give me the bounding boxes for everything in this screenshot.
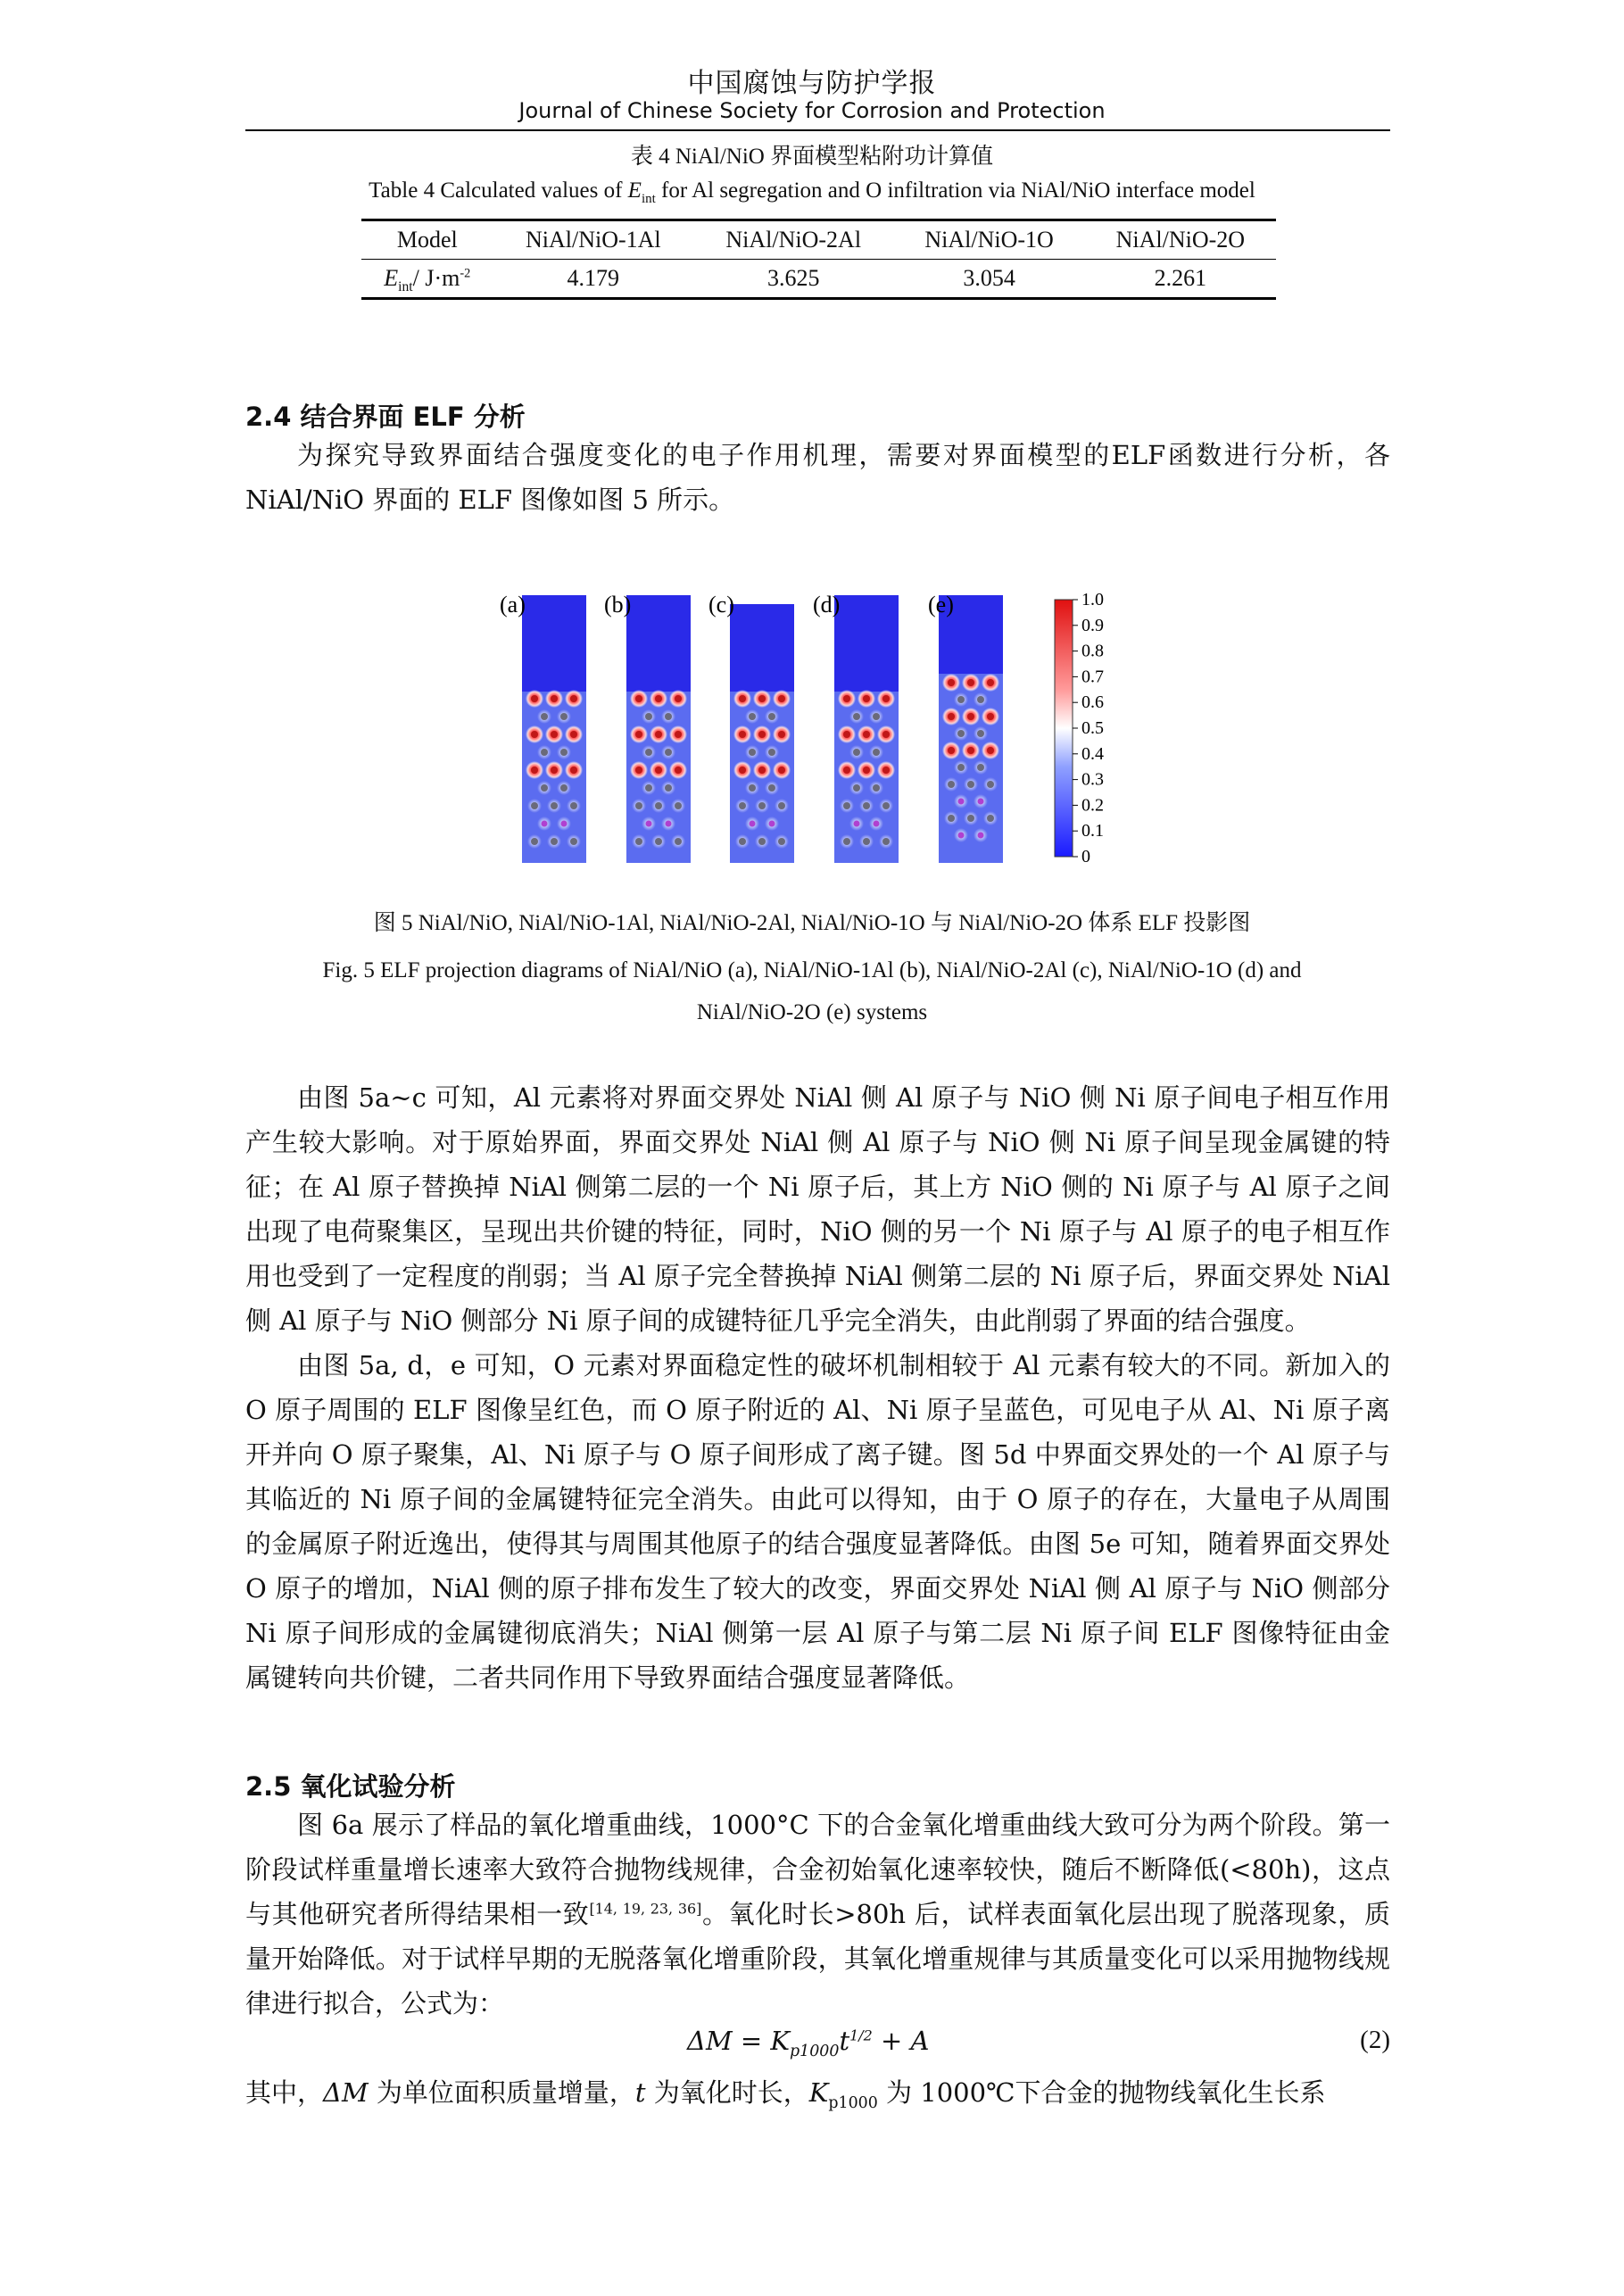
atom bbox=[863, 695, 870, 702]
atom bbox=[758, 802, 766, 809]
atom bbox=[967, 747, 974, 754]
elf-projection-figure bbox=[491, 584, 1133, 879]
atom bbox=[551, 731, 558, 738]
atom bbox=[749, 784, 756, 792]
atom bbox=[635, 838, 642, 845]
atom bbox=[957, 696, 965, 703]
atom bbox=[978, 799, 984, 805]
colorbar-tick-label: 0.4 bbox=[1081, 743, 1104, 764]
colorbar-tick-label: 1.0 bbox=[1081, 590, 1104, 609]
atom bbox=[758, 731, 766, 738]
atom bbox=[863, 802, 870, 809]
colorbar-tick-label: 0.3 bbox=[1081, 769, 1104, 790]
atom bbox=[542, 821, 548, 827]
colorbar-ticks bbox=[1073, 590, 1104, 866]
atom bbox=[853, 749, 860, 756]
journal-title-cn: 中国腐蚀与防护学报 bbox=[687, 68, 937, 99]
atom bbox=[768, 713, 775, 720]
panel-label-d: (d) bbox=[813, 592, 841, 618]
atom bbox=[977, 764, 984, 771]
atom bbox=[778, 695, 785, 702]
atom bbox=[948, 815, 955, 822]
atom bbox=[570, 695, 577, 702]
atom bbox=[665, 713, 672, 720]
atom bbox=[739, 731, 746, 738]
col-header: NiAl/NiO-1Al bbox=[525, 227, 661, 253]
atom bbox=[645, 713, 652, 720]
atom bbox=[843, 767, 850, 774]
atom bbox=[749, 749, 756, 756]
atom bbox=[778, 838, 785, 845]
header-rule bbox=[245, 129, 1390, 131]
atom bbox=[967, 781, 974, 788]
atom bbox=[758, 767, 766, 774]
atom bbox=[874, 821, 880, 827]
atom bbox=[957, 730, 965, 737]
colorbar-tick-label: 0.7 bbox=[1081, 667, 1104, 687]
atom bbox=[655, 767, 662, 774]
atom bbox=[768, 749, 775, 756]
atom bbox=[863, 838, 870, 845]
table-cell: 4.179 bbox=[567, 265, 620, 291]
atom bbox=[987, 815, 994, 822]
equation-number: (2) bbox=[1360, 2026, 1390, 2054]
table-caption-en: Table 4 Calculated values of $E_{int}$ for Al segregation and O infiltration via NiAl/NiO interface model bbox=[369, 178, 1255, 206]
atom bbox=[843, 838, 850, 845]
atom bbox=[843, 731, 850, 738]
atom bbox=[655, 731, 662, 738]
atom bbox=[560, 713, 568, 720]
atom bbox=[778, 731, 785, 738]
atom bbox=[882, 767, 890, 774]
atom bbox=[873, 713, 880, 720]
atom bbox=[665, 784, 672, 792]
atom bbox=[987, 747, 994, 754]
atom bbox=[882, 695, 890, 702]
paragraph: 为探究导致界面结合强度变化的电子作用机理，需要对界面模型的ELF函数进行分析，各 NiAl/NiO 界面的 ELF 图像如图 5 所示。 bbox=[245, 440, 1390, 515]
atom bbox=[675, 838, 682, 845]
atom bbox=[977, 730, 984, 737]
atom bbox=[739, 802, 746, 809]
atom bbox=[675, 695, 682, 702]
table-cell: 3.054 bbox=[963, 265, 1015, 291]
atom bbox=[739, 767, 746, 774]
table-cell: 2.261 bbox=[1154, 265, 1207, 291]
atom bbox=[655, 838, 662, 845]
colorbar-tick-label: 0.6 bbox=[1081, 692, 1104, 713]
section-2-4-intro bbox=[245, 433, 1390, 522]
atom bbox=[551, 838, 558, 845]
atom bbox=[843, 695, 850, 702]
atom bbox=[635, 767, 642, 774]
atom bbox=[873, 749, 880, 756]
atom bbox=[778, 802, 785, 809]
atom bbox=[551, 802, 558, 809]
atom bbox=[978, 833, 984, 839]
atom bbox=[957, 764, 965, 771]
atom bbox=[541, 749, 548, 756]
atom bbox=[675, 767, 682, 774]
atom bbox=[863, 731, 870, 738]
atom bbox=[948, 781, 955, 788]
atom bbox=[758, 695, 766, 702]
equation-formula: $\Delta M = K_{p1000}t^{1/2} + A$ bbox=[687, 2026, 930, 2060]
atom bbox=[863, 767, 870, 774]
atom bbox=[987, 679, 994, 686]
citation: [14, 19, 23, 36] bbox=[589, 1900, 702, 1918]
col-header: NiAl/NiO-2Al bbox=[725, 227, 862, 253]
atom bbox=[551, 695, 558, 702]
panel-label-a: (a) bbox=[500, 592, 526, 618]
col-header: NiAl/NiO-1O bbox=[924, 227, 1054, 253]
atom bbox=[769, 821, 775, 827]
atom bbox=[675, 802, 682, 809]
adhesion-table bbox=[361, 219, 1276, 300]
atom bbox=[967, 679, 974, 686]
atom bbox=[778, 767, 785, 774]
paragraph: 由图 5a, d，e 可知，O 元素对界面稳定性的破坏机制相较于 Al 元素有较大的不同。新加入的 O 原子周围的 ELF 图像呈红色，而 O 原子附近的 Al、Ni 原子呈蓝色，可见电子从 Al、Ni 原子离开并向 O 原子聚集，Al、Ni 原子与 O 原子间形成了离子键。图 5d 中界面交界处的一个 Al 原子与其临近的 Ni 原子间的金属键特征完全消失。由此可以得知，由于 O 原子的存在，大量电子从周围的金属原子附近逸出，使得其与周围其他原子的结合强度显著降低。由图 5e 可知，随着界面交界处 O 原子的增加，NiAl 侧的原子排布发生了较大的改变，界面交界处 NiAl 侧 Al 原子与 NiO 侧部分 Ni 原子间形成的金属键彻底消失；NiAl 侧第一层 Al 原子与第二层 Ni 原子间 ELF 图像特征由金属键转向共价键，二者共同作用下导致界面结合强度显著降低。 bbox=[245, 1350, 1390, 1693]
atom bbox=[853, 713, 860, 720]
panel-label-c: (c) bbox=[708, 592, 734, 618]
figure-5 bbox=[491, 584, 1133, 879]
atom bbox=[739, 695, 746, 702]
body-text bbox=[245, 1075, 1390, 1700]
colorbar-tick-label: 0.1 bbox=[1081, 821, 1104, 841]
figure-caption-en-1: Fig. 5 ELF projection diagrams of NiAl/NiO (a), NiAl/NiO-1Al (b), NiAl/NiO-2Al (c), NiAl/NiO-1O (d) and bbox=[322, 958, 1302, 982]
atom bbox=[531, 695, 538, 702]
atom bbox=[655, 695, 662, 702]
atom bbox=[948, 747, 955, 754]
atom bbox=[967, 713, 974, 720]
atom bbox=[531, 838, 538, 845]
atom bbox=[635, 731, 642, 738]
atom bbox=[570, 767, 577, 774]
section-2-5-text bbox=[245, 1803, 1390, 2026]
atom bbox=[675, 731, 682, 738]
atom bbox=[853, 784, 860, 792]
atom bbox=[739, 838, 746, 845]
atom bbox=[531, 802, 538, 809]
atom bbox=[655, 802, 662, 809]
atom bbox=[665, 749, 672, 756]
atom bbox=[531, 731, 538, 738]
atom bbox=[646, 821, 652, 827]
colorbar-tick-label: 0.2 bbox=[1081, 795, 1104, 816]
atom bbox=[531, 767, 538, 774]
atom bbox=[948, 679, 955, 686]
atom bbox=[882, 838, 890, 845]
colorbar-tick-label: 0.8 bbox=[1081, 641, 1104, 661]
section-heading-2-4: 2.4 结合界面 ELF 分析 bbox=[245, 402, 526, 432]
atom bbox=[749, 713, 756, 720]
atom bbox=[560, 784, 568, 792]
figure-caption-cn: 图 5 NiAl/NiO, NiAl/NiO-1Al, NiAl/NiO-2Al, NiAl/NiO-1O 与 NiAl/NiO-2O 体系 ELF 投影图 bbox=[373, 911, 1251, 935]
table-caption-cn: 表 4 NiAl/NiO 界面模型粘附功计算值 bbox=[630, 145, 994, 169]
atom bbox=[987, 781, 994, 788]
section-heading-2-5: 2.5 氧化试验分析 bbox=[245, 1771, 456, 1802]
atom bbox=[882, 731, 890, 738]
figure-caption-en-2: NiAl/NiO-2O (e) systems bbox=[696, 1000, 928, 1024]
atom bbox=[541, 713, 548, 720]
colorbar bbox=[1055, 600, 1073, 857]
atom bbox=[758, 838, 766, 845]
paragraph: 其中，ΔM 为单位面积质量增量，t 为氧化时长，$K_{p1000}$ 为 1000℃下合金的抛物线氧化生长系 bbox=[245, 2077, 1326, 2112]
atom bbox=[570, 802, 577, 809]
table-cell: 3.625 bbox=[766, 265, 820, 291]
colorbar-tick-label: 0 bbox=[1081, 847, 1090, 866]
atom bbox=[882, 802, 890, 809]
atom bbox=[977, 696, 984, 703]
panel-label-b: (b) bbox=[604, 592, 632, 618]
atom bbox=[560, 749, 568, 756]
atom bbox=[987, 713, 994, 720]
row-label: $E_{int}/$ $J\cdot m^{-2}$ bbox=[384, 265, 471, 295]
colorbar-tick-label: 0.9 bbox=[1081, 615, 1104, 635]
atom bbox=[551, 767, 558, 774]
colorbar-tick-label: 0.5 bbox=[1081, 718, 1104, 738]
atom bbox=[645, 749, 652, 756]
atom bbox=[635, 695, 642, 702]
atom bbox=[541, 784, 548, 792]
col-header: Model bbox=[396, 227, 458, 253]
section-2-5-text-2 bbox=[245, 2070, 1390, 2115]
atom bbox=[948, 713, 955, 720]
paragraph: 由图 5a~c 可知，Al 元素将对界面交界处 NiAl 侧 Al 原子与 NiO 侧 Ni 原子间电子相互作用产生较大影响。对于原始界面，界面交界处 NiAl 侧 Al 原子与 NiO 侧 Ni 原子间呈现金属键的特征；在 Al 原子替换掉 NiAl 侧第二层的一个 Ni 原子后，其上方 NiO 侧的 Ni 原子与 Al 原子之间出现了电荷聚集区，呈现出共价键的特征，同时，NiO 侧的另一个 Ni 原子与 Al 原子的电子相互作用也受到了一定程度的削弱；当 Al 原子完全替换掉 NiAl 侧第二层的 Ni 原子后，界面交界处 NiAl 侧 Al 原子与 NiO 侧部分 Ni 原子间的成键特征几乎完全消失，由此削弱了界面的结合强度。 bbox=[245, 1082, 1390, 1336]
atom bbox=[635, 802, 642, 809]
journal-title-en: Journal of Chinese Society for Corrosion and Protection bbox=[518, 98, 1106, 123]
atom bbox=[958, 799, 965, 805]
atom bbox=[958, 833, 965, 839]
atom bbox=[570, 731, 577, 738]
table-header-row bbox=[361, 220, 1276, 260]
atom bbox=[561, 821, 568, 827]
atom bbox=[570, 838, 577, 845]
atom bbox=[967, 815, 974, 822]
atom bbox=[666, 821, 672, 827]
col-header: NiAl/NiO-2O bbox=[1115, 227, 1246, 253]
atom bbox=[873, 784, 880, 792]
paragraph: 图 6a 展示了样品的氧化增重曲线，1000°C 下的合金氧化增重曲线大致可分为两个阶段。第一阶段试样重量增长速率大致符合抛物线规律，合金初始氧化速率较快，随后不断降低(<80h)，这点与其他研究者所得结果相一致[14, 19, 23, 36]。氧化时长>80h 后，试样表面氧化层出现了脱落现象，质量开始降低。对于试样早期的无脱落氧化增重阶段，其氧化增重规律与其质量变化可以采用抛物线规律进行拟合，公式为： bbox=[245, 1810, 1390, 2018]
table-row bbox=[361, 260, 1276, 299]
atom bbox=[750, 821, 756, 827]
atom bbox=[768, 784, 775, 792]
panel-label-e: (e) bbox=[928, 592, 954, 618]
atom bbox=[854, 821, 860, 827]
atom bbox=[645, 784, 652, 792]
atom bbox=[843, 802, 850, 809]
